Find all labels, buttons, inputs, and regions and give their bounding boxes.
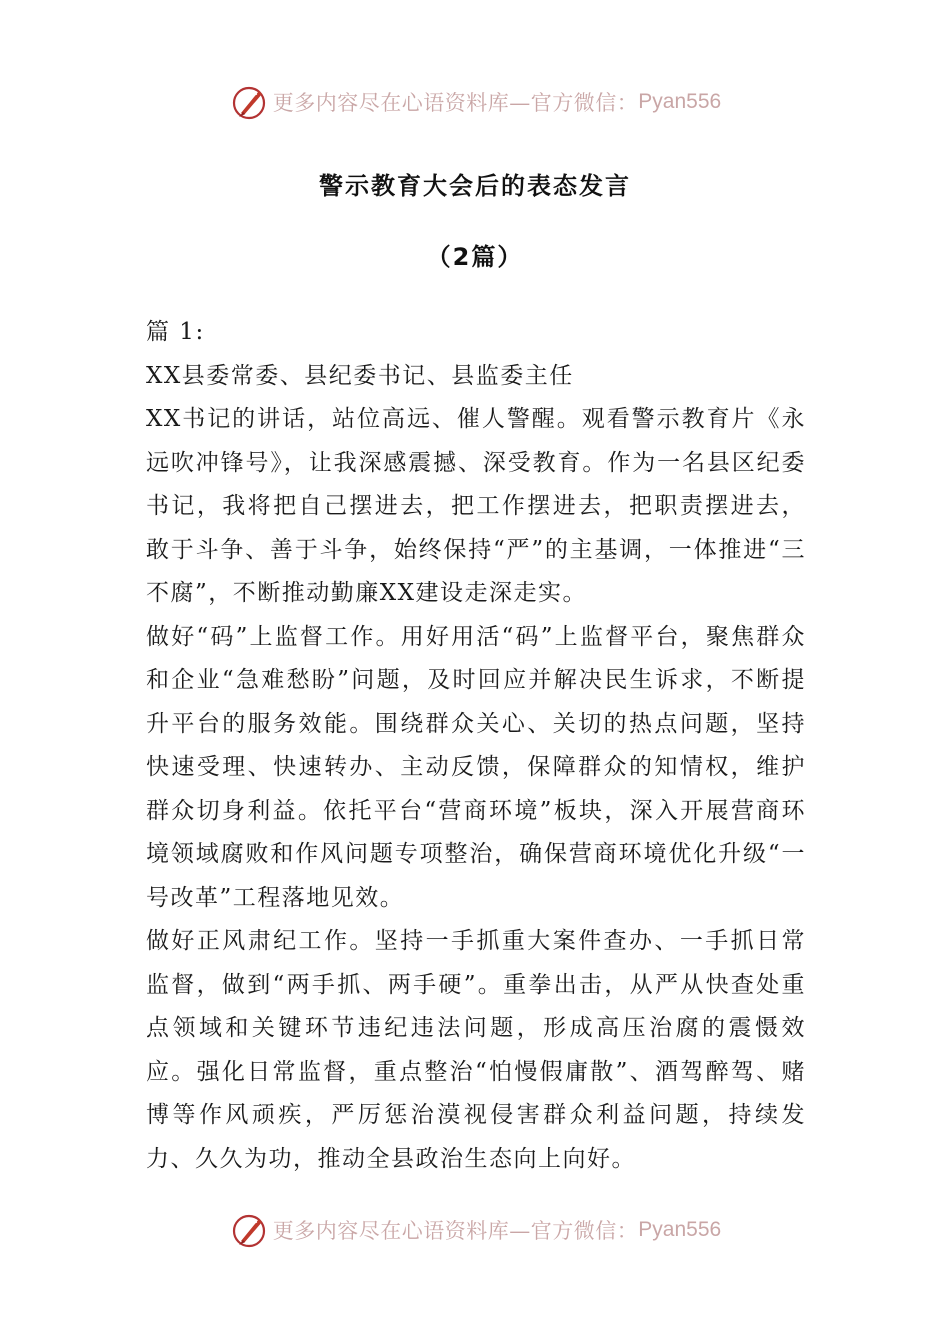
banner-wechat-handle: Pyan556 bbox=[638, 90, 722, 113]
speaker-line: XX县委常委、县纪委书记、县监委主任 bbox=[146, 362, 574, 389]
document-body bbox=[146, 311, 806, 1181]
body-paragraph: 做好正风肃纪工作。坚持一手抓重大案件查办、一手抓日常监督，做到“两手抓、两手硬”。重拳出击，从严从快查处重点领域和关键环节违纪违法问题，形成高压治腐的震慑效应。强化日常监督，重点整治“怕慢假庸散”、酒驾醉驾、赌博等作风顽疾，严厉惩治漠视侵害群众利益问题，持续发力、久久为功，推动全县政治生态向上向好。 bbox=[146, 928, 806, 1172]
quill-pen-icon bbox=[229, 1210, 269, 1250]
banner-text: 更多内容尽在心语资料库—官方微信： bbox=[272, 91, 639, 115]
section-label: 篇 1: bbox=[146, 319, 205, 345]
banner-wechat-handle: Pyan556 bbox=[638, 1218, 722, 1241]
quill-pen-icon bbox=[229, 82, 269, 122]
body-paragraph: XX书记的讲话，站位高远、催人警醒。观看警示教育片《永远吹冲锋号》，让我深感震撼、深受教育。作为一名县区纪委书记，我将把自己摆进去，把工作摆进去，把职责摆进去，敢于斗争、善于斗争，始终保持“严”的主基调，一体推进“三不腐”，不断推动勤廉XX建设走深走实。 bbox=[146, 406, 806, 606]
document-title: 警示教育大会后的表态发言 bbox=[319, 172, 631, 200]
document-subtitle: （2篇） bbox=[426, 243, 524, 271]
footer-watermark-banner bbox=[0, 1208, 950, 1252]
body-paragraph: 做好“码”上监督工作。用好用活“码”上监督平台，聚焦群众和企业“急难愁盼”问题，及时回应并解决民生诉求，不断提升平台的服务效能。围绕群众关心、关切的热点问题，坚持快速受理、快速转办、主动反馈，保障群众的知情权，维护群众切身利益。依托平台“营商环境”板块，深入开展营商环境领域腐败和作风问题专项整治，确保营商环境优化升级“一号改革”工程落地见效。 bbox=[146, 623, 806, 911]
header-watermark-banner bbox=[0, 80, 950, 124]
banner-text: 更多内容尽在心语资料库—官方微信： bbox=[272, 1219, 639, 1243]
